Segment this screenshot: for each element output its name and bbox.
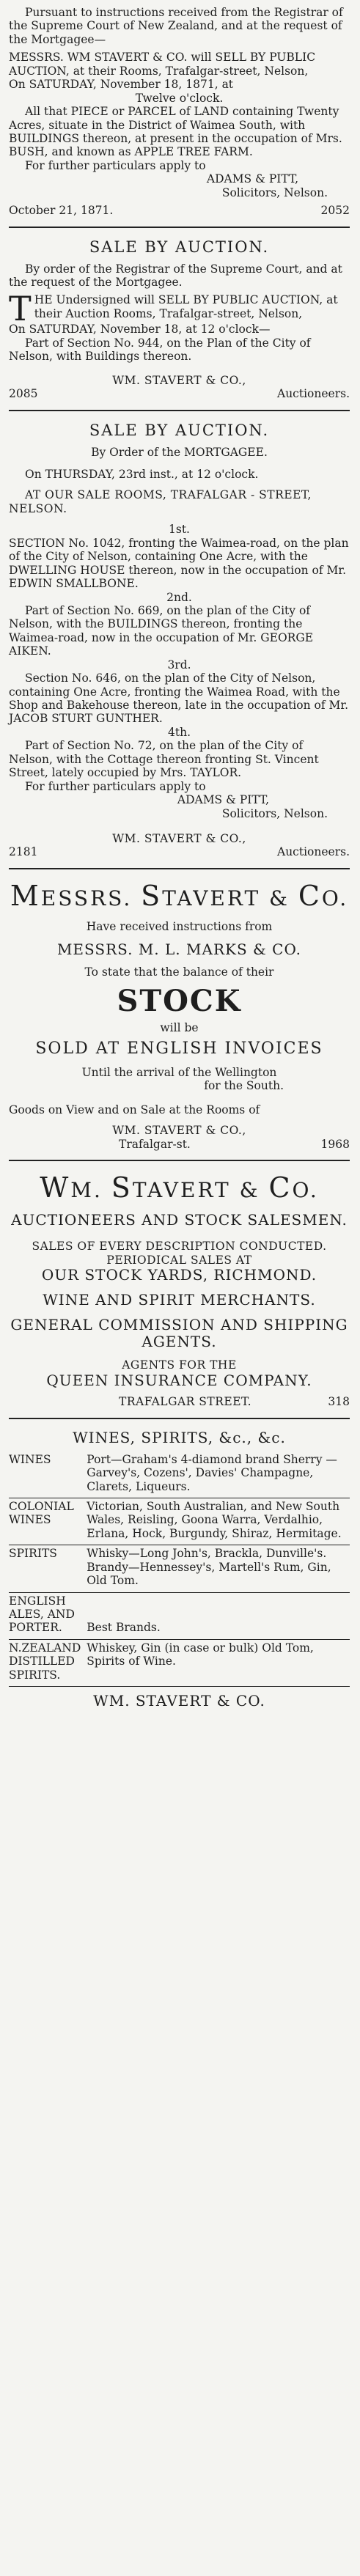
solicitor-name: ADAMS & PITT, [177,793,269,807]
sale-order: By Order of the MORTGAGEE. [91,445,268,459]
lot-text: Part of Section No. 72, on the plan of the City of Nelson, with the Cottage thereon fronting St. Vincent Street, lately occupied by Mrs. TAYLOR. [9,739,319,780]
advert-body: MESSRS. WM STAVERT & CO. will SELL BY PUBLIC AUCTION, at their Rooms, Trafalgar-street, Nelson, [9,51,316,78]
advert-subheading: AUCTIONEERS AND STOCK SALESMEN. [11,1211,348,1229]
table-row [9,1592,350,1639]
row-text: Whiskey, Gin (in case or bulk) Old Tom, Spirits of Wine. [87,1639,350,1686]
advert-heading: WM. STAVERT & CO. [40,1171,319,1204]
firm-name: WM. STAVERT & CO., [112,373,246,387]
table-row [9,1639,350,1686]
advert-line: Until the arrival of the Wellington [81,1065,277,1079]
advert-line: GENERAL COMMISSION AND SHIPPING AGENTS. [10,1315,348,1351]
advert-footer [9,387,350,400]
advert-footer [9,845,350,858]
row-label: COLONIAL WINES [9,1498,87,1545]
advert-ref: 2181 [9,845,38,859]
advert-client: MESSRS. M. L. MARKS & CO. [56,940,302,958]
advert-further: For further particulars apply to [25,158,206,172]
advert-ref: 1968 [320,1137,350,1151]
sold-headline: SOLD AT ENGLISH INVOICES [35,1039,323,1058]
sale-intro: By order of the Registrar of the Supreme Court, and at the request of the Mortgagee. [9,262,342,289]
advert-street: Trafalgar-st. [119,1137,191,1151]
advert-role: Auctioneers. [277,387,350,401]
lot-text: Section No. 646, on the plan of the City of Nelson, containing One Acre, fronting the Waimea Road, with the Shop and Bakehouse thereon, late in the occupation of Mr. JACOB STURT GUNTHER. [9,671,349,726]
advert-sale-944 [9,238,350,401]
sale-date-line: On THURSDAY, 23rd inst., at 12 o'clock. [25,468,259,482]
sale-body [9,289,350,329]
row-label: SPIRITS [9,1545,87,1592]
sale-date-line: On SATURDAY, November 18, at 12 o'clock— [9,323,271,336]
advert-wines-spirits [9,1429,350,1710]
advert-line: will be [160,1021,199,1035]
row-text: Port—Graham's 4-diamond brand Sherry — Garvey's, Cozens', Davies' Champagne, Clarets, Liqueurs. [87,1451,350,1498]
advert-ref: 2085 [9,387,38,401]
lot-text: Part of Section No. 669, on the plan of the City of Nelson, with the BUILDINGS thereon, fronting the Waimea-road, now in the occupation of Mr. GEORGE AIKEN. [9,603,314,658]
dropcap-letter: T [9,289,32,329]
advert-ref: 318 [328,1395,350,1409]
table-row [9,1451,350,1498]
divider [9,1160,350,1161]
advert-mortgagee-sale [9,422,350,859]
advert-ref: 2052 [320,204,350,218]
advert-line: OUR STOCK YARDS, RICHMOND. [41,1266,317,1284]
advert-line: WINE AND SPIRIT MERCHANTS. [43,1290,316,1309]
divider [9,1418,350,1419]
firm-name: WM. STAVERT & CO. [93,1692,265,1710]
advert-intro: Pursuant to instructions received from the Registrar of the Supreme Court of New Zealand, and at the request of the Mortgagee— [9,6,343,46]
sale-part: Part of Section No. 944, on the Plan of the City of Nelson, with Buildings thereon. [9,336,311,364]
solicitor-place: Solicitors, Nelson. [221,185,328,199]
advert-line: Goods on View and on Sale at the Rooms of [9,1103,260,1116]
advert-line: To state that the balance of their [84,965,274,979]
divider [9,227,350,228]
advert-line: PERIODICAL SALES AT [106,1253,252,1267]
sale-body-text: HE Undersigned will SELL BY PUBLIC AUCTION, at their Auction Rooms, Trafalgar-street, Nelson, [34,293,338,320]
advert-line: for the South. [204,1079,284,1093]
advert-footer [9,1395,350,1408]
advert-footer [9,1138,350,1151]
advert-lot: All that PIECE or PARCEL of LAND containing Twenty Acres, situate in the District of Waimea South, with BUILDINGS thereon, at present in the occupation of Mrs. BUSH, and known as APPLE TREE FARM. [9,105,342,159]
advert-date-line: On SATURDAY, November 18, 1871, at [9,78,234,92]
divider [9,410,350,411]
sale-heading: SALE BY AUCTION. [89,421,270,439]
advert-line: QUEEN INSURANCE COMPANY. [46,1371,312,1389]
lot-number: 3rd. [167,658,191,671]
row-label: N.ZEALAND DISTILLED SPIRITS. [9,1639,87,1686]
table-row [9,1498,350,1545]
divider [9,868,350,869]
lot-number: 4th. [168,725,191,739]
advert-footer [9,204,350,217]
wines-table [9,1451,350,1688]
lot-text: SECTION No. 1042, fronting the Waimea-road, on the plan of the City of Nelson, containing One Acre, with the DWELLING HOUSE thereon, now in the occupation of Mr. EDWIN SMALLBONE. [9,536,349,591]
row-text: Best Brands. [87,1592,350,1639]
advert-line: AGENTS FOR THE [122,1358,237,1372]
advert-further: For further particulars apply to [25,779,206,793]
row-text: Victorian, South Australian, and New South Wales, Reisling, Goona Warra, Verdalhio, Erlana, Hock, Burgundy, Shiraz, Hermitage. [87,1498,350,1545]
advert-street: TRAFALGAR STREET. [119,1395,252,1409]
advert-time: Twelve o'clock. [135,91,224,105]
solicitor-place: Solicitors, Nelson. [221,806,328,820]
solicitor-name: ADAMS & PITT, [206,172,298,186]
advert-stavert-card [9,1171,350,1409]
row-text: Whisky—Long John's, Brackla, Dunville's. Brandy—Hennessey's, Martell's Rum, Gin, Old Tom. [87,1545,350,1592]
row-label: WINES [9,1451,87,1498]
stock-headline: STOCK [117,983,242,1018]
lot-number: 1st. [169,523,190,537]
lot-number: 2nd. [166,590,192,604]
advert-line: Have received instructions from [86,920,273,934]
advert-apple-tree-farm [9,6,350,218]
table-row [9,1545,350,1592]
advert-date: October 21, 1871. [9,204,114,218]
advert-marks-stock [9,880,350,1151]
advert-role: Auctioneers. [277,845,350,859]
sale-heading: SALE BY AUCTION. [89,238,270,256]
advert-heading: MESSRS. STAVERT & CO. [10,879,349,912]
sale-place: AT OUR SALE ROOMS, TRAFALGAR - STREET, NELSON. [9,488,312,515]
firm-name: WM. STAVERT & CO., [112,1124,246,1138]
advert-line: SALES OF EVERY DESCRIPTION CONDUCTED. [32,1240,327,1254]
advert-heading: WINES, SPIRITS, &c., &c. [73,1428,286,1446]
firm-name: WM. STAVERT & CO., [112,831,246,845]
row-label: ENGLISH ALES, AND PORTER. [9,1592,87,1639]
